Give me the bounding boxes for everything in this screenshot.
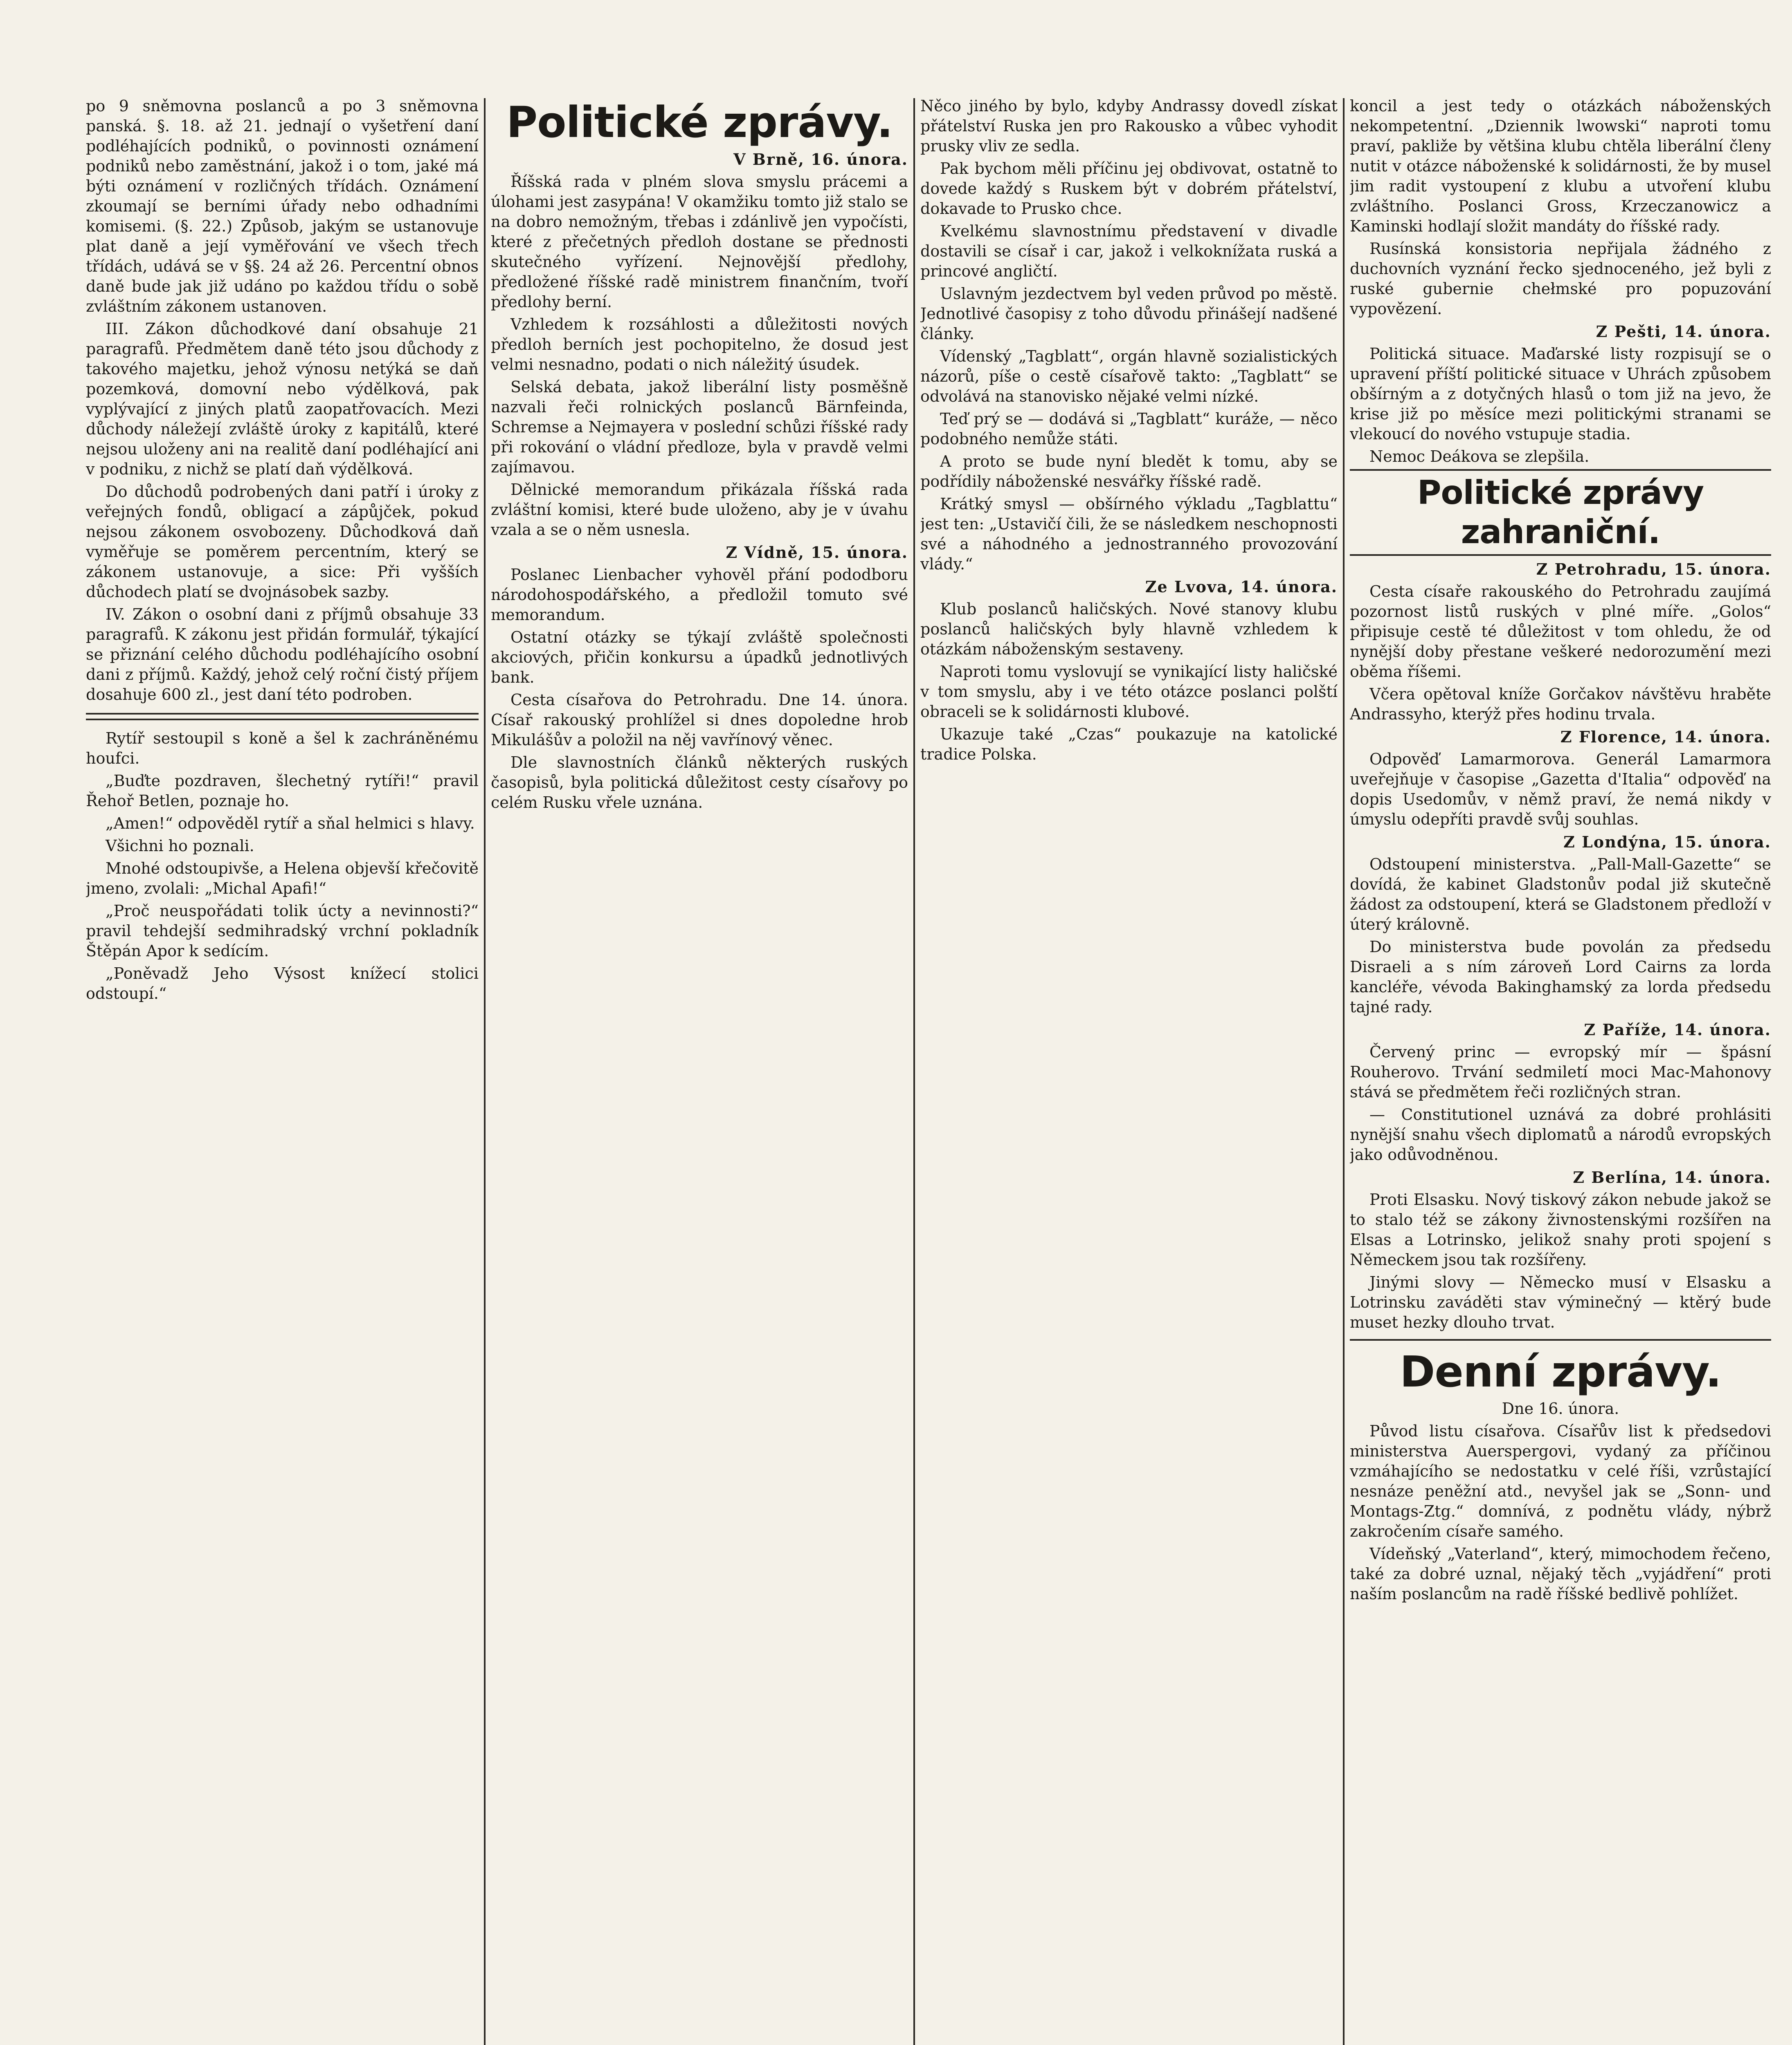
article-paragraph: Červený princ — evropský mír — špásní Rouherovo. Trvání sedmiletí moci Mac-Mahonovy stává se předmětem řeči rozličných stran.: [1350, 1043, 1771, 1101]
dateline: Ze Lvova, 14. února.: [1145, 578, 1338, 596]
dateline: V Brně, 16. února.: [733, 150, 908, 169]
article-paragraph: Do ministerstva bude povolán za předsedu Disraeli a s ním zároveň Lord Cairns za lorda kancléře, vévoda Bakinghamský za lorda předsedu tajné rady.: [1350, 938, 1771, 1016]
section-divider: [1350, 1339, 1771, 1341]
article-paragraph: A proto se bude nyní bledět k tomu, aby se podřídily náboženské nesvářky říšské radě.: [920, 452, 1338, 490]
dateline: Z Petrohradu, 15. února.: [1536, 560, 1771, 578]
column-3: [920, 96, 1338, 2045]
article-paragraph: Nemoc Deákova se zlepšila.: [1369, 447, 1590, 465]
article-paragraph: Vídeňský „Vaterland“, který, mimochodem řečeno, také za dobré uznal, nějaký těch „vyjádření“ proti naším poslancům na radě říšské bedlivě pohlížet.: [1350, 1545, 1771, 1603]
article-paragraph: Dělnické memorandum přikázala říšská rada zvláštní komisi, které bude uloženo, aby je v úvahu vzala a se o něm usnesla.: [491, 481, 908, 539]
article-paragraph: Selská debata, jakož liberální listy posměšně nazvali řeči rolnických poslanců Bärnfeinda, Schremse a Nejmayera v poslední schůzi říšské rady při rokování o vládní předloze, byla v pravdě velmi zajímavou.: [491, 378, 908, 476]
article-paragraph: Dle slavnostních článků některých ruských časopisů, byla politická důležitost cesty císařovy po celém Rusku vřele uznána.: [491, 753, 908, 811]
article-paragraph: Ukazuje také „Czas“ poukazuje na katolické tradice Polska.: [920, 725, 1338, 763]
law-text-paragraph: IV. Zákon o osobní dani z příjmů obsahuje 33 paragrafů. K zákonu jest přidán formulář, týkající se přiznání celého důchodu podléhajícího osobní dani z příjmů. Každý, jehož celý roční čistý příjem dosahuje 600 zl., jest daní této podroben.: [86, 605, 479, 703]
article-paragraph: Odstoupení ministerstva. „Pall-Mall-Gazette“ se dovídá, že kabinet Gladstonův podal již skutečně žádost za odstoupení, která se Gladstonem předloží v úterý královně.: [1350, 855, 1771, 933]
article-paragraph: Něco jiného by bylo, kdyby Andrassy dovedl získat přátelství Ruska jen pro Rakousko a vůbec vyhodit prusky vliv ze sedla.: [920, 97, 1338, 155]
article-paragraph: Cesta císaře rakouského do Petrohradu zaujímá pozornost listů ruských v plné míře. „Golos“ připisuje cestě té důležitost v tom ohledu, že od nynější doby přestane veškeré nedorozumění mezi oběma říšemi.: [1350, 582, 1771, 681]
article-paragraph: koncil a jest tedy o otázkách náboženských nekompetentní. „Dziennik lwowski“ naproti tomu praví, pakliže by většina klubu chtěla liberální členy nutit v otázce náboženské k solidárnosti, že by musel jim radit vystoupení z klubu a utvoření klubu zvláštního. Poslanci Gross, Krzeczanowicz a Kaminski hodlají složit mandáty do říšské rady.: [1350, 97, 1771, 235]
column-1: [86, 96, 479, 2045]
column-2: [491, 96, 908, 2045]
article-paragraph: Původ listu císařova. Císařův list k předsedovi ministerstva Auerspergovi, vydaný za příčinou vzmáhajícího se nedostatku v celé říši, vzrůstající nesnáze peněžní atd., nevyšel jak se „Sonn- und Montags-Ztg.“ domnívá, z podnětu vlády, nýbrž zakročením císaře samého.: [1350, 1422, 1771, 1540]
article-paragraph: Ostatní otázky se týkají zvláště společnosti akciových, přičin konkursu a úpadků jednotlivých bank.: [491, 628, 908, 686]
article-paragraph: Uslavným jezdectvem byl veden průvod po městě. Jednotlivé časopisy z toho důvodu přinášejí nadšené články.: [920, 285, 1338, 343]
dateline: Z Pešti, 14. února.: [1596, 322, 1771, 341]
article-paragraph: Naproti tomu vyslovují se vynikající listy haličské v tom smyslu, aby i ve této otázce poslanci polští obraceli se k solidárnosti klubové.: [920, 663, 1338, 721]
article-paragraph: Cesta císařova do Petrohradu. Dne 14. února. Císař rakouský prohlížel si dnes dopoledne hrob Mikulášův a položil na něj vavřínový věnec.: [491, 691, 908, 749]
article-paragraph: Jinými slovy — Německo musí v Elsasku a Lotrinsku zaváděti stav výminečný — ktěrý bude muset hezky dlouho trvat.: [1350, 1273, 1771, 1331]
law-text-paragraph: Do důchodů podrobených dani patří i úroky z veřejných fondů, obligací a zápůjček, pokud nejsou zákonem osvobozeny. Důchodková daň vyměřuje se poměrem percentním, který se zákonem ustanovuje, a sice: Při vyšších důchodech platí se dvojnásobek sazby.: [86, 483, 479, 601]
law-text-paragraph: po 9 sněmovna poslanců a po 3 sněmovna panská. §. 18. až 21. jednají o vyšetření daní podléhajících podniků, o povinnosti oznámení podniků nebo zaměstnání, jakož i o tom, jaké má býti oznámení v rozličných třídách. Oznámení zkoumají se berními úřady nebo odhadními komisemi. (§. 22.) Způsob, jakým se ustanovuje plat daně a její vyměřování ve všech třech třídách, udává se v §§. 24 až 26. Percentní obnos daně bude jak již udáno po každou třídu o sobě zvláštním zákonem ustanoven.: [86, 97, 479, 315]
article-paragraph: Klub poslanců haličských. Nové stanovy klubu poslanců haličských byly hlavně vzhledem k otázkám náboženským sestaveny.: [920, 600, 1338, 658]
article-paragraph: Říšská rada v plném slova smyslu prácemi a úlohami jest zasypána! V okamžiku tomto již stalo se na dobro nemožným, třebas i zdánlivě jen vypočísti, které z přečetných předloh dostane se přednosti skutečného vyřízení. Nejnovější předlohy, předložené říšské radě ministrem finančním, tvoří předlohy berní.: [491, 173, 908, 311]
dateline: Dne 16. února.: [1502, 1400, 1619, 1418]
story-paragraph: „Proč neuspořádati tolik úcty a nevinnosti?“ pravil tehdejší sedmihradský vrchní pokladník Štěpán Apor k sedícím.: [86, 902, 479, 960]
dateline: Z Florence, 14. února.: [1560, 728, 1771, 746]
story-paragraph: „Buďte pozdraven, šlechetný rytíři!“ pravil Řehoř Betlen, poznaje ho.: [86, 772, 479, 810]
section-title-daily-news: Denní zprávy.: [1400, 1347, 1721, 1397]
article-paragraph: Pak bychom měli příčinu jej obdivovat, ostatně to dovede každý s Ruskem být v dobrém přátelství, dokavade to Prusko chce.: [920, 160, 1338, 218]
section-title-political-news: Politické zprávy.: [506, 97, 893, 147]
article-paragraph: Vzhledem k rozsáhlosti a důležitosti nových předloh berních jest pochopitelno, že dosud jest velmi nesnadno, podati o nich náležitý úsudek.: [491, 315, 908, 373]
dateline: Z Berlína, 14. února.: [1573, 1168, 1771, 1187]
article-paragraph: Teď prý se — dodává si „Tagblatt“ kuráže, — něco podobného nemůže státi.: [920, 410, 1338, 448]
story-paragraph: „Amen!“ odpověděl rytíř a sňal helmici s hlavy.: [106, 814, 475, 832]
article-paragraph: Poslanec Lienbacher vyhověl přání pododboru národohospodářského, a předložil tomuto své memorandum.: [491, 566, 908, 624]
story-paragraph: Rytíř sestoupil s koně a šel k zachráněnému houfci.: [86, 729, 479, 767]
story-paragraph: Mnohé odstoupivše, a Helena objevší křečovitě jmeno, zvolali: „Michal Apafi!“: [86, 859, 479, 897]
article-paragraph: Včera opětoval kníže Gorčakov návštěvu hraběte Andrassyho, kterýž přes hodinu trvala.: [1350, 685, 1771, 723]
article-paragraph: Rusínská konsistoria nepřijala žádného z duchovních vyznání řecko sjednoceného, jež byli z ruské gubernie chełmské pro popuzování vypovězení.: [1350, 240, 1771, 318]
article-paragraph: Politická situace. Maďarské listy rozpisují se o upravení příští politické situace v Uhrách způsobem obšírným a z dotyčných hlasů o tom již na jevo, že krise již po měsíce mezi politickými stranami se vlekoucí do nového vstupuje stadia.: [1350, 345, 1771, 443]
column-rule: [913, 98, 915, 2045]
article-paragraph: Kvelkému slavnostnímu představení v divadle dostavili se císař i car, jakož i velkoknížata ruská a princové angličtí.: [920, 222, 1338, 280]
story-paragraph: „Poněvadž Jeho Výsost knížecí stolici odstoupí.“: [86, 964, 479, 1002]
article-paragraph: Krátký smysl — obšírného výkladu „Tagblattu“ jest ten: „Ustavičí čili, že se následkem neschopnosti své a náhodného a jednostranného provozování vlády.“: [920, 495, 1338, 573]
article-paragraph: Proti Elsasku. Nový tiskový zákon nebude jakož se to stalo též se zákony živnostenskými rozšířen na Elsas a Lotrinsko, jelikož snahy proti spojení s Německem jsou tak rozšířeny.: [1350, 1191, 1771, 1269]
article-paragraph: — Constitutionel uznává za dobré prohlásiti nynější snahu všech diplomatů a národů evropských jako odůvodněnou.: [1350, 1106, 1771, 1164]
law-text-paragraph: III. Zákon důchodkové daní obsahuje 21 paragrafů. Předmětem daně této jsou důchody z takového majetku, jehož výnosu netýká se daň pozemková, domovní nebo výdělková, pak vyplývající z jiných platů zaopatřovacích. Mezi důchody náležejí zvláště úroky z kapitálů, které nejsou uloženy ani na realitě daní podléhající ani v podniku, z nichž se platí daň výdělková.: [86, 320, 479, 478]
section-title-foreign-news: Politické zprávy zahraniční.: [1350, 469, 1771, 556]
dateline: Z Londýna, 15. února.: [1563, 833, 1771, 851]
section-divider: [86, 713, 479, 720]
dateline: Z Paříže, 14. února.: [1584, 1020, 1771, 1039]
story-paragraph: Všichni ho poznali.: [106, 837, 254, 855]
column-rule: [1343, 98, 1345, 2045]
column-rule: [484, 98, 486, 2045]
article-paragraph: Vídenský „Tagblatt“, orgán hlavně sozialistických názorů, píše o cestě císařově takto: „Tagblatt“ se odvolává na stanovisko nějaké velmi nízké.: [920, 347, 1338, 405]
dateline: Z Vídně, 15. února.: [726, 543, 908, 562]
article-paragraph: Odpověď Lamarmorova. Generál Lamarmora uveřejňuje v časopise „Gazetta d'Italia“ odpověď na dopis Usedomův, v němž praví, že nemá nikdy v úmyslu odepříti pravdě svůj souhlas.: [1350, 750, 1771, 828]
column-4: [1350, 96, 1771, 2045]
